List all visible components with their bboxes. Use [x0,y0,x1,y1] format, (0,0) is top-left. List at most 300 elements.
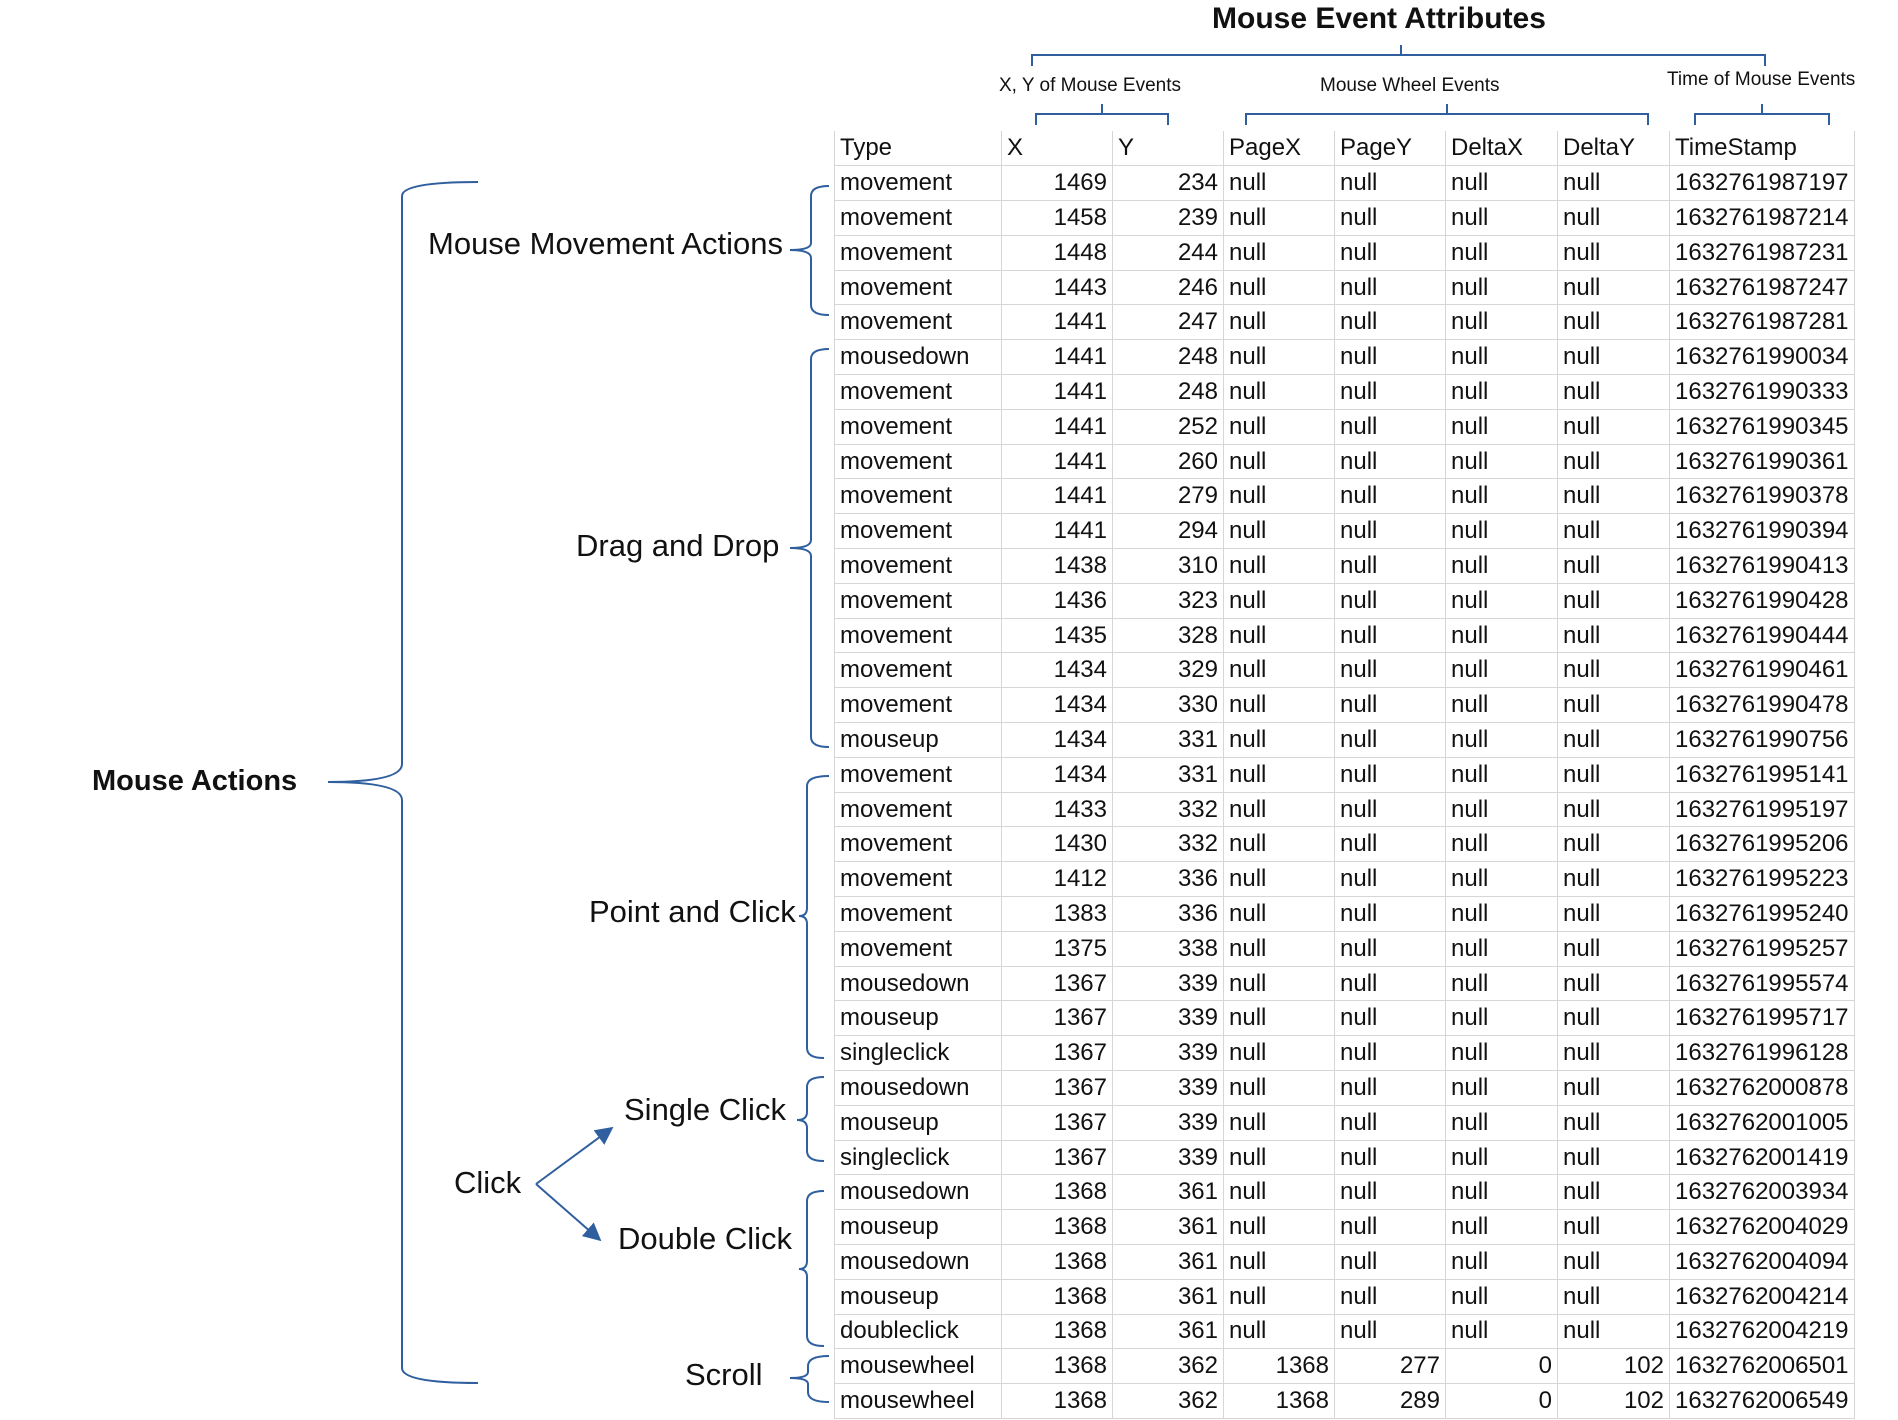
table-row [835,618,1855,653]
table-cell: 1441 [1002,305,1113,340]
table-cell: 1368 [1002,1175,1113,1210]
table-cell: mousedown [835,1175,1002,1210]
table-cell: null [1446,583,1558,618]
table-cell: 361 [1113,1210,1224,1245]
table-cell: null [1558,1105,1670,1140]
table-cell: null [1446,235,1558,270]
table-cell: mouseup [835,1105,1002,1140]
table-cell: null [1558,653,1670,688]
time-bracket [1695,104,1829,125]
table-cell: 1441 [1002,375,1113,410]
table-cell: null [1335,1210,1446,1245]
table-cell: 1368 [1224,1384,1335,1419]
table-cell: null [1335,1105,1446,1140]
table-cell: null [1446,1105,1558,1140]
table-cell: null [1446,166,1558,201]
mouse-events-table [834,131,1855,1419]
root-brace [328,182,478,1383]
table-cell: movement [835,514,1002,549]
table-row [835,305,1855,340]
table-cell: movement [835,305,1002,340]
table-cell: null [1224,340,1335,375]
table-cell: 260 [1113,444,1224,479]
table-row [835,201,1855,236]
table-header-row [835,131,1855,166]
table-cell: 1632761990394 [1670,514,1855,549]
table-cell: 331 [1113,723,1224,758]
table-cell: mousedown [835,1071,1002,1106]
table-cell: null [1224,723,1335,758]
table-cell: 1367 [1002,966,1113,1001]
table-cell: null [1446,653,1558,688]
table-cell: 310 [1113,549,1224,584]
table-cell: 1632761990444 [1670,618,1855,653]
table-cell: null [1446,1175,1558,1210]
table-row [835,1071,1855,1106]
table-cell: movement [835,897,1002,932]
table-cell: null [1335,166,1446,201]
table-cell: null [1558,1245,1670,1280]
table-cell: 1434 [1002,653,1113,688]
table-cell: 1632761990361 [1670,444,1855,479]
table-cell: null [1446,1001,1558,1036]
table-cell: null [1335,931,1446,966]
table-cell: null [1558,340,1670,375]
table-row [835,340,1855,375]
table-cell: null [1224,409,1335,444]
table-cell: null [1558,688,1670,723]
table-cell: 1632761987281 [1670,305,1855,340]
column-header: X [1002,131,1113,166]
click-arrow-down [536,1184,600,1240]
table-cell: null [1224,1210,1335,1245]
double-brace [799,1191,824,1346]
table-cell: null [1335,688,1446,723]
column-header: DeltaY [1558,131,1670,166]
table-cell: 339 [1113,1071,1224,1106]
table-cell: null [1446,862,1558,897]
table-cell: movement [835,409,1002,444]
table-cell: null [1446,340,1558,375]
table-cell: null [1446,1245,1558,1280]
table-cell: 1443 [1002,270,1113,305]
table-cell: 1375 [1002,931,1113,966]
table-cell: mousewheel [835,1349,1002,1384]
table-cell: null [1446,1140,1558,1175]
table-cell: 279 [1113,479,1224,514]
table-cell: 336 [1113,862,1224,897]
table-cell: movement [835,757,1002,792]
table-cell: 1368 [1002,1245,1113,1280]
table-cell: 247 [1113,305,1224,340]
table-cell: 339 [1113,1001,1224,1036]
table-cell: null [1558,375,1670,410]
movement-brace [790,186,829,315]
table-cell: 294 [1113,514,1224,549]
table-cell: null [1558,1071,1670,1106]
table-cell: 1469 [1002,166,1113,201]
table-cell: 1434 [1002,723,1113,758]
attributes-title: Mouse Event Attributes [1212,2,1546,35]
table-cell: null [1335,1245,1446,1280]
table-cell: movement [835,270,1002,305]
table-cell: null [1446,514,1558,549]
table-row [835,270,1855,305]
table-cell: null [1558,235,1670,270]
table-cell: 1632761987231 [1670,235,1855,270]
table-cell: 1368 [1224,1349,1335,1384]
table-cell: null [1558,1140,1670,1175]
table-cell: null [1335,862,1446,897]
table-cell: null [1446,1314,1558,1349]
table-cell: null [1224,1071,1335,1106]
table-row [835,1384,1855,1419]
table-cell: null [1224,792,1335,827]
table-cell: 246 [1113,270,1224,305]
table-cell: 336 [1113,897,1224,932]
table-cell: 102 [1558,1384,1670,1419]
table-cell: null [1558,514,1670,549]
table-cell: 1435 [1002,618,1113,653]
table-cell: 361 [1113,1314,1224,1349]
single-click-label: Single Click [624,1092,786,1127]
column-header: TimeStamp [1670,131,1855,166]
table-cell: null [1224,1245,1335,1280]
table-cell: 1436 [1002,583,1113,618]
table-cell: null [1558,862,1670,897]
table-cell: mouseup [835,1210,1002,1245]
time-group-label: Time of Mouse Events [1667,69,1856,90]
table-cell: mouseup [835,1001,1002,1036]
table-cell: null [1446,479,1558,514]
table-cell: 361 [1113,1279,1224,1314]
table-cell: mousedown [835,340,1002,375]
table-cell: null [1224,166,1335,201]
table-cell: null [1335,409,1446,444]
table-row [835,235,1855,270]
table-cell: null [1446,444,1558,479]
table-cell: 1438 [1002,549,1113,584]
table-cell: null [1335,1001,1446,1036]
table-cell: null [1558,583,1670,618]
table-row [835,862,1855,897]
table-cell: null [1224,514,1335,549]
table-cell: 332 [1113,792,1224,827]
table-cell: null [1558,1279,1670,1314]
table-cell: null [1224,757,1335,792]
table-cell: 330 [1113,688,1224,723]
scroll-brace [790,1356,829,1402]
table-cell: 0 [1446,1349,1558,1384]
table-cell: null [1446,688,1558,723]
table-cell: 1632761990461 [1670,653,1855,688]
table-cell: 1367 [1002,1140,1113,1175]
table-cell: 1368 [1002,1279,1113,1314]
table-row [835,166,1855,201]
table-cell: null [1224,688,1335,723]
table-cell: null [1446,723,1558,758]
table-cell: mousedown [835,966,1002,1001]
table-row [835,479,1855,514]
column-header: PageX [1224,131,1335,166]
table-row [835,375,1855,410]
table-cell: movement [835,618,1002,653]
table-cell: null [1335,583,1446,618]
table-cell: null [1558,723,1670,758]
table-cell: 1441 [1002,479,1113,514]
table-row [835,583,1855,618]
table-cell: null [1224,1036,1335,1071]
table-row [835,1175,1855,1210]
click-label: Click [454,1165,522,1200]
table-cell: 362 [1113,1384,1224,1419]
table-cell: 1632762004094 [1670,1245,1855,1280]
table-cell: null [1558,479,1670,514]
table-cell: null [1335,1140,1446,1175]
table-cell: null [1446,1210,1558,1245]
table-cell: null [1558,166,1670,201]
table-cell: 102 [1558,1349,1670,1384]
table-cell: 1632761990428 [1670,583,1855,618]
column-header: DeltaX [1446,131,1558,166]
table-cell: null [1558,931,1670,966]
table-cell: null [1335,235,1446,270]
table-cell: null [1224,1175,1335,1210]
table-cell: null [1446,966,1558,1001]
table-cell: 339 [1113,1036,1224,1071]
table-cell: movement [835,235,1002,270]
table-cell: null [1224,931,1335,966]
table-row [835,409,1855,444]
table-cell: 1632762004029 [1670,1210,1855,1245]
table-cell: null [1224,479,1335,514]
table-cell: null [1335,792,1446,827]
table-cell: 361 [1113,1175,1224,1210]
table-cell: movement [835,583,1002,618]
table-cell: 1458 [1002,201,1113,236]
root-label: Mouse Actions [92,765,298,797]
table-cell: null [1224,897,1335,932]
table-cell: 328 [1113,618,1224,653]
table-cell: 1434 [1002,757,1113,792]
table-cell: null [1446,409,1558,444]
table-cell: null [1224,549,1335,584]
table-cell: 1383 [1002,897,1113,932]
attributes-top-bracket [1032,45,1765,66]
table-cell: null [1335,375,1446,410]
table-cell: 1441 [1002,340,1113,375]
table-cell: null [1558,305,1670,340]
column-header: PageY [1335,131,1446,166]
table-cell: 1632761995197 [1670,792,1855,827]
table-cell: null [1335,549,1446,584]
table-cell: 1632761990345 [1670,409,1855,444]
table-cell: 1632761995206 [1670,827,1855,862]
table-cell: null [1446,201,1558,236]
table-cell: null [1224,583,1335,618]
table-cell: movement [835,549,1002,584]
click-arrow-up [536,1128,612,1184]
table-cell: 1368 [1002,1349,1113,1384]
table-cell: mousewheel [835,1384,1002,1419]
column-header: Y [1113,131,1224,166]
table-cell: null [1558,1036,1670,1071]
table-cell: 329 [1113,653,1224,688]
table-cell: null [1446,1071,1558,1106]
table-cell: 289 [1335,1384,1446,1419]
table-cell: movement [835,479,1002,514]
table-cell: null [1558,1175,1670,1210]
drag-brace [790,349,829,747]
table-cell: 1632761995257 [1670,931,1855,966]
table-cell: null [1558,757,1670,792]
point-label: Point and Click [589,894,796,929]
table-cell: movement [835,688,1002,723]
table-cell: movement [835,375,1002,410]
table-cell: 248 [1113,340,1224,375]
table-cell: 1632761995223 [1670,862,1855,897]
table-row [835,1279,1855,1314]
table-cell: 1441 [1002,409,1113,444]
table-cell: null [1335,479,1446,514]
table-cell: 1632762006549 [1670,1384,1855,1419]
table-row [835,1349,1855,1384]
table-cell: 1412 [1002,862,1113,897]
table-cell: null [1224,827,1335,862]
table-cell: movement [835,931,1002,966]
table-cell: 332 [1113,827,1224,862]
table-cell: mouseup [835,1279,1002,1314]
table-cell: 1632761990333 [1670,375,1855,410]
table-row [835,723,1855,758]
table-cell: 1632762003934 [1670,1175,1855,1210]
table-cell: null [1224,1140,1335,1175]
table-cell: 0 [1446,1384,1558,1419]
table-row [835,792,1855,827]
table-cell: 1434 [1002,688,1113,723]
table-cell: 1632761995574 [1670,966,1855,1001]
table-cell: 1368 [1002,1314,1113,1349]
table-row [835,1036,1855,1071]
table-cell: 1441 [1002,514,1113,549]
wheel-group-label: Mouse Wheel Events [1320,75,1500,96]
table-cell: null [1335,1036,1446,1071]
table-cell: 323 [1113,583,1224,618]
table-cell: null [1224,270,1335,305]
table-cell: null [1335,270,1446,305]
table-cell: null [1335,723,1446,758]
table-cell: null [1224,444,1335,479]
table-cell: 1433 [1002,792,1113,827]
table-cell: 339 [1113,1140,1224,1175]
table-cell: movement [835,862,1002,897]
table-cell: 1441 [1002,444,1113,479]
table-cell: null [1335,653,1446,688]
table-cell: null [1558,1001,1670,1036]
table-cell: null [1558,618,1670,653]
xy-bracket [1036,104,1168,125]
table-cell: null [1335,201,1446,236]
table-cell: null [1224,966,1335,1001]
table-cell: null [1335,618,1446,653]
table-cell: 1367 [1002,1105,1113,1140]
table-cell: null [1446,375,1558,410]
table-cell: null [1335,827,1446,862]
table-cell: null [1335,340,1446,375]
table-cell: null [1224,305,1335,340]
table-cell: 1367 [1002,1036,1113,1071]
table-cell: null [1558,966,1670,1001]
table-cell: 1632761987197 [1670,166,1855,201]
column-header: Type [835,131,1002,166]
xy-group-label: X, Y of Mouse Events [999,75,1182,96]
table-cell: null [1558,1314,1670,1349]
table-cell: null [1446,1036,1558,1071]
table-cell: null [1335,1175,1446,1210]
table-row [835,653,1855,688]
table-cell: 1632761990378 [1670,479,1855,514]
table-cell: null [1446,549,1558,584]
drag-label: Drag and Drop [576,528,780,563]
table-cell: 1632762001005 [1670,1105,1855,1140]
table-cell: null [1224,1105,1335,1140]
table-cell: 1632761990478 [1670,688,1855,723]
table-cell: null [1558,409,1670,444]
table-row [835,514,1855,549]
table-cell: null [1224,1279,1335,1314]
table-row [835,1140,1855,1175]
table-row [835,1210,1855,1245]
table-cell: 1632762001419 [1670,1140,1855,1175]
table-cell: 1632761995717 [1670,1001,1855,1036]
table-cell: 248 [1113,375,1224,410]
double-click-label: Double Click [618,1221,793,1256]
table-cell: movement [835,827,1002,862]
table-cell: mousedown [835,1245,1002,1280]
table-cell: null [1335,514,1446,549]
table-cell: 1430 [1002,827,1113,862]
table-cell: 1367 [1002,1001,1113,1036]
table-cell: null [1558,270,1670,305]
table-cell: null [1558,1210,1670,1245]
table-row [835,966,1855,1001]
table-cell: singleclick [835,1140,1002,1175]
table-row [835,931,1855,966]
table-cell: 1632761996128 [1670,1036,1855,1071]
table-cell: 244 [1113,235,1224,270]
table-row [835,757,1855,792]
table-cell: null [1558,201,1670,236]
table-cell: null [1558,792,1670,827]
table-row [835,1105,1855,1140]
table-cell: null [1446,792,1558,827]
point-brace [799,776,829,1058]
table-cell: null [1446,931,1558,966]
table-cell: 1367 [1002,1071,1113,1106]
table-cell: 1632761990413 [1670,549,1855,584]
table-row [835,827,1855,862]
table-cell: null [1224,862,1335,897]
table-cell: 1632762004219 [1670,1314,1855,1349]
table-cell: null [1446,305,1558,340]
table-cell: 277 [1335,1349,1446,1384]
movement-label: Mouse Movement Actions [428,226,783,261]
table-cell: null [1558,897,1670,932]
table-cell: 234 [1113,166,1224,201]
table-cell: 362 [1113,1349,1224,1384]
table-cell: null [1558,549,1670,584]
table-row [835,444,1855,479]
